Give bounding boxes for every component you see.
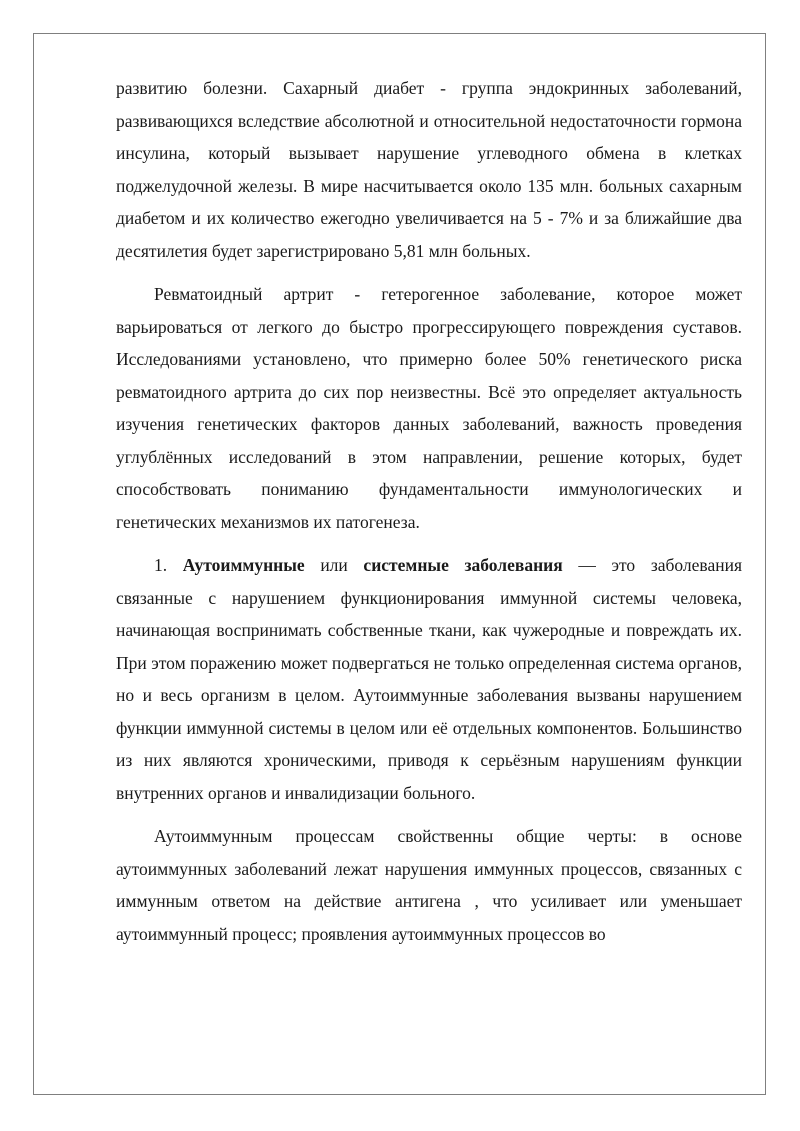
term-autoimmune: Аутоиммунные	[182, 555, 305, 575]
term-systemic-diseases: системные заболевания	[363, 555, 563, 575]
document-body	[116, 72, 742, 950]
list-number: 1.	[154, 555, 168, 575]
connector-text: или	[320, 555, 348, 575]
definition-text: — это заболевания связанные с нарушением функционирования иммунной системы человека, начинающая воспринимать собственные ткани, как чужеродные и повреждать их. При этом поражению может подвергаться не только определенная система органов, но и весь организм в целом. Аутоиммунные заболевания вызваны нарушением функции иммунной системы в целом или её отдельных компонентов. Большинство из них являются хроническими, приводя к серьёзным нарушениям функции внутренних органов и инвалидизации больного.	[116, 555, 742, 803]
paragraph-diabetes: развитию болезни. Сахарный диабет - группа эндокринных заболеваний, развивающихся вследствие абсолютной и относительной недостаточности гормона инсулина, который вызывает нарушение углеводного обмена в клетках поджелудочной железы. В мире насчитывается около 135 млн. больных сахарным диабетом и их количество ежегодно увеличивается на 5 - 7% и за ближайшие два десятилетия будет зарегистрировано 5,81 млн больных.	[116, 78, 742, 261]
paragraph-autoimmune-definition	[116, 549, 742, 809]
paragraph-autoimmune-features: Аутоиммунным процессам свойственны общие черты: в основе аутоиммунных заболеваний лежат нарушения иммунных процессов, связанных с иммунным ответом на действие антигена , что усиливает или уменьшает аутоиммунный процесс; проявления аутоиммунных процессов во	[116, 826, 742, 944]
paragraph-rheumatoid-arthritis: Ревматоидный артрит - гетерогенное заболевание, которое может варьироваться от легкого до быстро прогрессирующего повреждения суставов. Исследованиями установлено, что примерно более 50% генетического риска ревматоидного артрита до сих пор неизвестны. Всё это определяет актуальность изучения генетических факторов данных заболеваний, важность проведения углублённых исследований в этом направлении, решение которых, будет способствовать пониманию фундаментальности иммунологических и генетических механизмов их патогенеза.	[116, 284, 742, 532]
